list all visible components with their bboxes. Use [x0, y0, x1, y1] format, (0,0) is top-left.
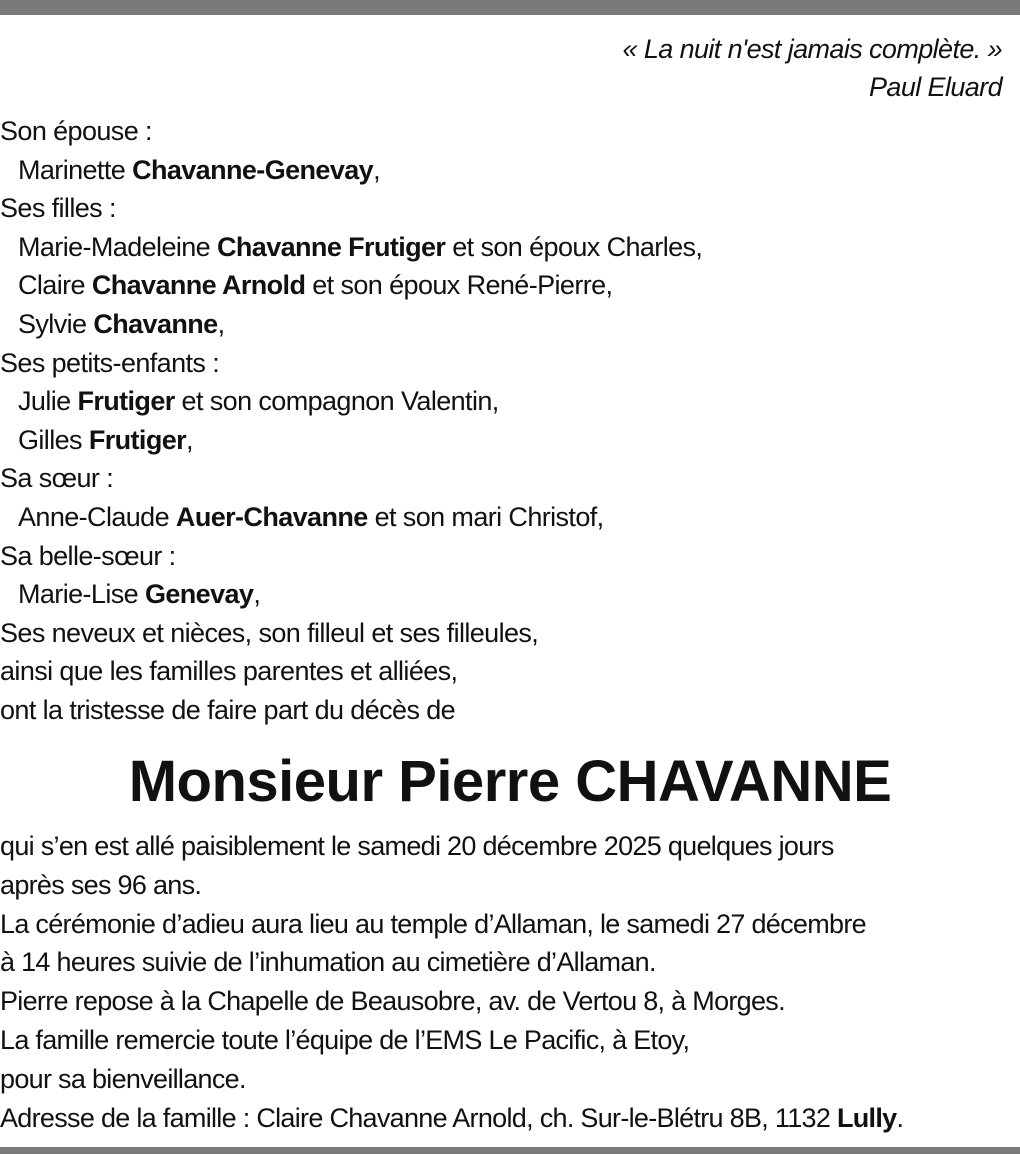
deceased-name: Monsieur Pierre CHAVANNE	[128, 749, 892, 814]
line-text: Pierre repose à la Chapelle de Beausobre, av. de Vertou 8, à Morges.	[0, 986, 785, 1017]
line-text: Julie	[18, 386, 78, 417]
line-text: Claire	[18, 270, 92, 301]
line-text: Gilles	[18, 424, 89, 455]
line-text: Son épouse :	[0, 116, 152, 146]
line-text: Ses petits-enfants :	[0, 347, 220, 378]
line-text: Marie-Lise	[18, 579, 145, 610]
family-line	[0, 228, 1020, 267]
family-list	[0, 112, 1020, 730]
family-line	[0, 459, 1020, 498]
line-text: Sa sœur :	[0, 463, 114, 494]
top-rule	[0, 0, 1020, 15]
surname: Chavanne	[93, 308, 218, 339]
epigraph-text: « La nuit n'est jamais complète. »	[622, 34, 1002, 64]
family-line	[0, 266, 1020, 305]
line-text: à 14 heures suivie de l’inhumation au cimetière d’Allaman.	[0, 947, 656, 978]
line-text: Sylvie	[18, 308, 94, 339]
line-text: Sa belle-sœur :	[0, 540, 176, 571]
family-line	[0, 151, 1020, 190]
family-line	[0, 691, 1020, 730]
line-text: pour sa bienveillance.	[0, 1063, 246, 1094]
detail-line	[0, 1099, 1020, 1138]
family-line	[0, 189, 1020, 228]
line-text: et son mari Christof,	[367, 501, 604, 532]
line-text: Marie-Madeleine	[18, 231, 217, 262]
surname: Genevay	[144, 579, 254, 610]
line-text: et son compagnon Valentin,	[174, 386, 499, 417]
surname: Lully	[836, 1102, 897, 1133]
family-line	[0, 305, 1020, 344]
bottom-rule	[0, 1147, 1020, 1154]
family-line	[0, 498, 1020, 537]
detail-line	[0, 1021, 1020, 1060]
family-line	[0, 614, 1020, 653]
line-text: .	[896, 1102, 904, 1133]
line-text: La cérémonie d’adieu aura lieu au temple d’Allaman, le samedi 27 décembre	[0, 908, 866, 939]
notice-details	[0, 827, 1020, 1137]
line-text: Anne-Claude	[18, 501, 176, 532]
line-text: et son époux Charles,	[445, 231, 703, 262]
detail-line	[0, 827, 1020, 866]
line-text: et son époux René-Pierre,	[305, 270, 613, 301]
family-line	[0, 652, 1020, 691]
line-text: après ses 96 ans.	[0, 869, 202, 900]
line-text: Ses neveux et nièces, son filleul et ses filleules,	[0, 617, 539, 648]
line-text: Ses filles :	[0, 193, 116, 224]
surname: Frutiger	[77, 386, 175, 417]
line-text: Adresse de la famille : Claire Chavanne Arnold, ch. Sur-le-Blétru 8B, 1132	[0, 1102, 837, 1133]
detail-line	[0, 905, 1020, 944]
family-line	[0, 344, 1020, 383]
detail-line	[0, 982, 1020, 1021]
family-line	[0, 382, 1020, 421]
epigraph-author: Paul Eluard	[869, 72, 1002, 102]
line-text: ,	[373, 154, 380, 185]
epigraph	[623, 30, 1002, 106]
line-text: ,	[253, 579, 261, 610]
detail-line	[0, 866, 1020, 905]
line-text: La famille remercie toute l’équipe de l’EMS Le Pacific, à Etoy,	[0, 1024, 690, 1055]
surname: Chavanne Frutiger	[217, 231, 446, 262]
family-line	[0, 537, 1020, 576]
line-text: ,	[217, 308, 225, 339]
detail-line	[0, 1060, 1020, 1099]
family-line	[0, 421, 1020, 460]
surname: Frutiger	[88, 424, 187, 455]
line-text: ainsi que les familles parentes et alliées,	[0, 656, 458, 687]
line-text: Marinette	[18, 154, 133, 185]
line-text: ont la tristesse de faire part du décès de	[0, 694, 456, 725]
line-text: qui s’en est allé paisiblement le samedi 20 décembre 2025 quelques jours	[0, 831, 834, 861]
line-text: ,	[186, 424, 193, 455]
surname: Auer-Chavanne	[175, 501, 368, 532]
surname: Chavanne-Genevay	[132, 154, 374, 185]
family-line	[0, 575, 1020, 614]
detail-line	[0, 943, 1020, 982]
family-line	[0, 112, 1020, 151]
surname: Chavanne Arnold	[91, 270, 306, 301]
